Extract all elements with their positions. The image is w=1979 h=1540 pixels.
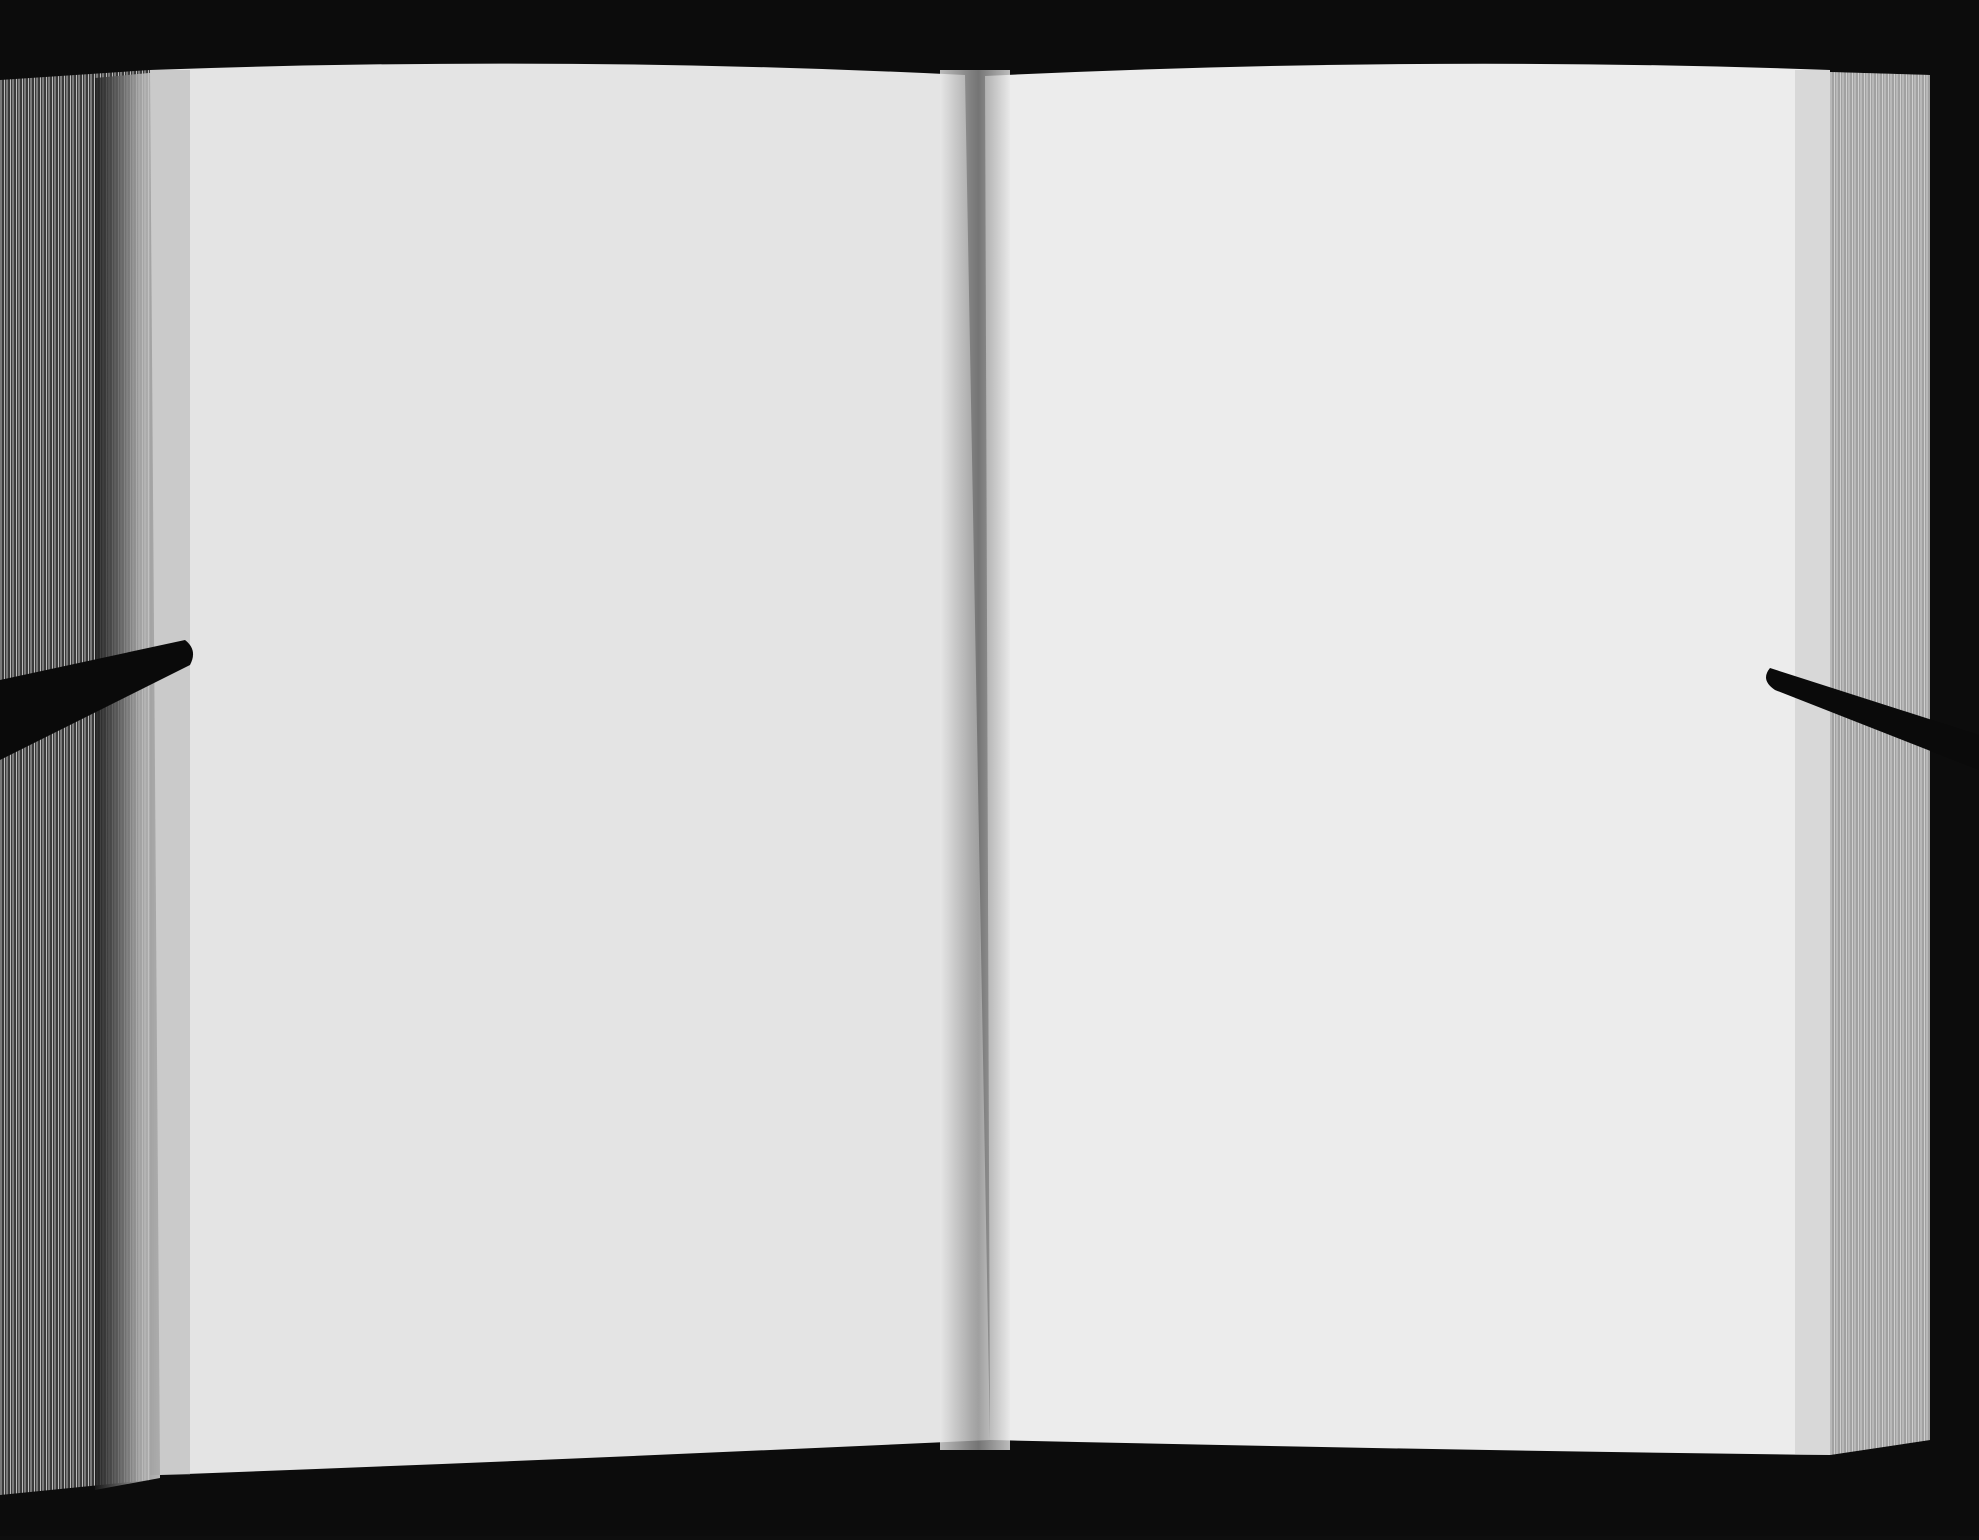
- left-page: [150, 64, 990, 1475]
- right-page: [985, 64, 1830, 1455]
- book-gutter: [940, 70, 1010, 1450]
